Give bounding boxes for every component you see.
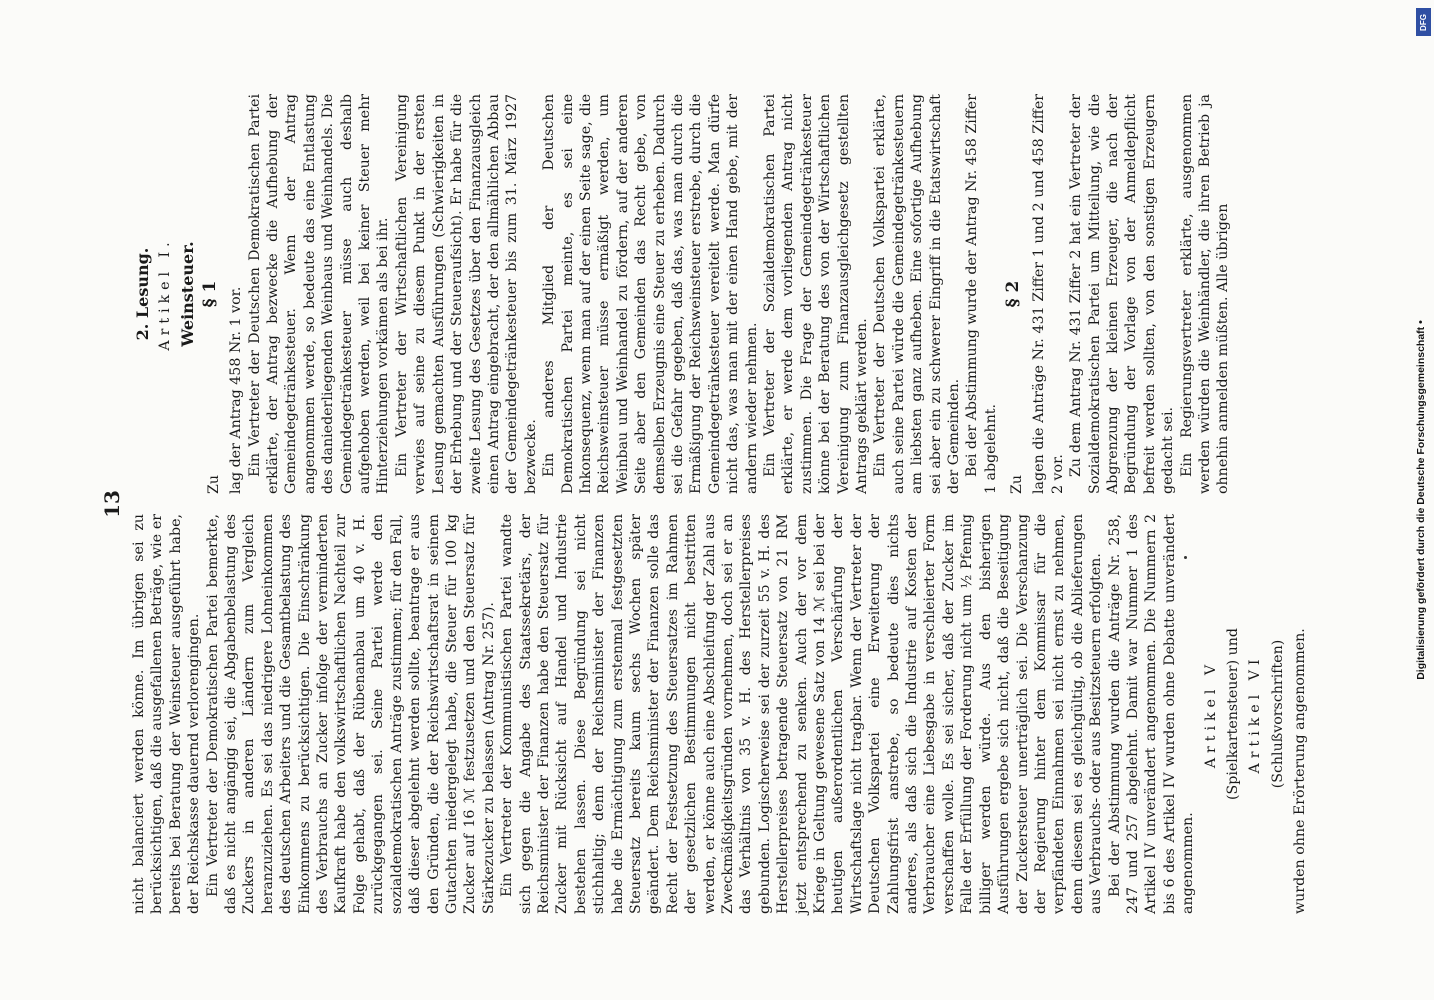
article-1-subtitle: Weinsteuer. [177,241,197,347]
credit-text: Digitalisierung gefördert durch die Deutsche Forschungsgemeinschaft [1415,326,1427,680]
paragraph: Bei der Abstimmung wurden die Anträge Nr. 258, 247 und 257 abgelehnt. Damit war Nummer 1 des Artikel IV unverändert angenommen. Die Nummern 2 bis 6 des Artikel IV wurden ohne Debatte unverändert angenommen. [1106,514,1197,914]
article-6-subtitle: (Schlußvorschriften) [1269,639,1286,789]
section-1-heading-row [201,94,227,494]
paragraph: Ein Vertreter der Sozialdemokratischen Partei erklärte, er werde dem vorliegenden Antrag nicht zustimmen. Die Frage der Gemeindegetränkesteuer könne bei der Beratung des von der Wirtschaftlichen Vereinigung zum Finanzausgleichgesetz gestellten Antrags geklärt werden. [762,94,871,494]
paragraph: Ein anderes Mitglied der Deutschen Demokratischen Partei meinte, es sei eine Inkonsequenz, wenn man auf der einen Seite sage, die Reichsweinsteuer müsse ermäßigt werden, um Weinbau und Weinhandel zu fördern, auf der anderen Seite aber den Gemeinden das Recht gebe, von demselben Erzeugnis eine Steuer zu erheben. Dadurch sei die Gefahr gegeben, daß das, was man durch die Ermäßigung der Reichsweinsteuer erstrebe, durch die Gemeindegetränkesteuer vereitelt werde. Man dürfe nicht das, was man mit der einen Hand gebe, mit der andern wieder nehmen. [541,94,760,494]
paragraph: nicht balanciert werden könne. Im übrigen sei zu berücksichtigen, daß die ausgefallenen Beträge, wie er bereits bei Beratung der Weinsteuer ausgeführt habe, der Reichskasse dauernd verlorengingen. [131,514,203,914]
paragraph: Ein Vertreter der Wirtschaftlichen Vereinigung verwies auf seine zu diesem Punkt in der ersten Lesung gemachten Ausführungen (Schwierigkeiten in der Erhebung und der Steueraufsicht). Er habe für die zweite Lesung des Gesetzes über den Finanzausgleich einen Antrag eingebracht, der den allmählichen Abbau der Gemeindegetränkesteuer bis zum 31. März 1927 bezwecke. [393,94,539,494]
article-5-subtitle: (Spielkartensteuer) und [1224,628,1241,800]
right-column [130,94,1233,494]
section-1-intro: lag der Antrag 458 Nr. 1 vor. [228,286,245,494]
credit-separator: • [1415,320,1427,324]
paragraph: Ein Regierungsvertreter erklärte, ausgenommen werden würden die Weinhändler, die ihren Betrieb ja ohnehin anmelden müßten. Alle übrigen [1178,94,1232,494]
page-number: 13 [100,490,124,518]
paragraph: Ein Vertreter der Demokratischen Partei bemerkte, daß es nicht angängig sei, die Abgabenbelastung des Zuckers in anderen Ländern zum Vergleich heranzuziehen. Es sei das niedrigere Lohneinkommen des deutschen Arbeiters und die Gesamtbelastung des Einkommens zu berücksichtigen. Die Einschränkung des Verbrauchs an Zucker infolge der verminderten Kaufkraft habe den volkswirtschaftlichen Nachteil zur Folge gehabt, daß der Rübenanbau um 40 v. H. zurückgegangen sei. Seine Partei werde den sozialdemokratischen Anträge zustimmen; für den Fall, daß dieser abgelehnt werden sollte, beantrage er aus den Gründen, die der Reichswirtschaftsrat in seinem Gutachten niedergelegt habe, die Steuer für 100 kg Zucker auf 16 ℳ festzusetzen und den Steuersatz für Stärkezucker zu belassen (Antrag Nr. 257). [204,514,497,914]
paragraph: Ein Vertreter der Kommunistischen Partei wandte sich gegen die Angabe des Staatssekretärs, der Reichsminister der Finanzen habe den Steuersatz für Zucker mit Rücksicht auf Handel und Industrie bestehen lassen. Diese Begründung sei nicht stichhaltig; denn der Reichsminister der Finanzen habe die Ermächtigung zum erstenmal festgesetzten Steuersatz bereits kaum sechs Wochen später geändert. Dem Reichsminister der Finanzen solle das Recht der Festsetzung des Steuersatzes im Rahmen der gesetzlichen Bestimmungen nicht bestritten werden, er könne auch eine Abschleifung der Zahl aus Zweckmäßigkeitsgründen vornehmen, doch sei er an das Verhältnis von 35 v. H. des Herstellerpreises gebunden. Logischerweise sei der zurzeit 55 v. H. des Herstellerpreises betragende Steuersatz von 21 RM jetzt entsprechend zu senken. Auch der vor dem Kriege in Geltung gewesene Satz von 14 ℳ sei bei der heutigen außerordentlichen Verschärfung der Wirtschaftslage nicht tragbar. Wenn der Vertreter der Deutschen Volkspartei eine Erweiterung der Zahlungsfrist anstrebe, so bedeute dies nichts anderes, als daß sich die Industrie auf Kosten der Verbraucher eine Liebesgabe in verschleierter Form verschaffen wolle. Es sei sicher, daß der Zucker im Falle der Erfüllung der Forderung nicht um ½ Pfennig billiger werden würde. Aus den bisherigen Ausführungen ergebe sich nicht, daß die Beseitigung der Zuckersteuer unerträglich sei. Die Verschanzung der Regierung hinter dem Kommissar für die verpfändeten Einnahmen sei nicht ernst zu nehmen, denn diesem sei es gleichgültig, ob die Ablieferungen aus Verbrauchs- oder aus Besitzsteuern erfolgten. [499,514,1105,914]
paragraph: Ein Vertreter der Deutschen Volkspartei erklärte, auch seine Partei würde die Gemeindegetränkesteuern am liebsten ganz aufheben. Eine sofortige Aufhebung sei aber ein zu schwerer Eingriff in die Etatswirtschaft der Gemeinden. [872,94,963,494]
section-2-heading: § 2 [1003,280,1024,308]
document-body [100,94,1350,914]
article-5-heading: Artikel V [1202,659,1219,769]
section-2-intro: lagen die Anträge Nr. 431 Ziffer 1 und 2 und 458 Ziffer 2 vor. [1031,94,1066,494]
digitization-credit [1410,8,1432,992]
scan-speck [1184,556,1187,559]
paragraph: Zu dem Antrag Nr. 431 Ziffer 2 hat ein Vertreter der Sozialdemokratischen Partei um Mitteilung, wie die Abgrenzung der kleinen Erzeuger, die nach der Begründung der Vorlage von der Anmeldepflicht befreit werden sollten, von den sonstigen Erzeugern gedacht sei. [1068,94,1177,494]
article-1-heading: Artikel I. [157,237,174,351]
digitization-credit-text [1415,120,1427,880]
zu-label: Zu [206,475,223,494]
closing-line: wurden ohne Erörterung angenommen. [1292,628,1309,914]
zu-label: Zu [1009,475,1026,494]
paragraph: Ein Vertreter der Deutschen Demokratischen Partei erklärte, der Antrag bezwecke die Aufhebung der Gemeindegetränkesteuer. Wenn der Antrag angenommen werde, so bedeute das eine Entlastung des daniederliegenden Weinbaus und Weinhandels. Die Gemeindegetränkesteuer müsse auch deshalb aufgehoben werden, weil bei keiner Steuer mehr Hinterziehungen vorkämen als bei ihr. [246,94,392,494]
paragraph: Bei der Abstimmung wurde der Antrag Nr. 458 Ziffer 1 abgelehnt. [964,94,999,494]
dfg-logo [1416,8,1431,36]
dfg-logo-text: DFG [1419,13,1429,31]
section-1-heading: § 1 [200,280,221,308]
reading-heading: 2. Lesung. [133,247,152,341]
section-2-heading-row [1004,94,1030,494]
article-6-heading: Artikel VI [1247,654,1264,774]
left-column [130,514,1310,914]
